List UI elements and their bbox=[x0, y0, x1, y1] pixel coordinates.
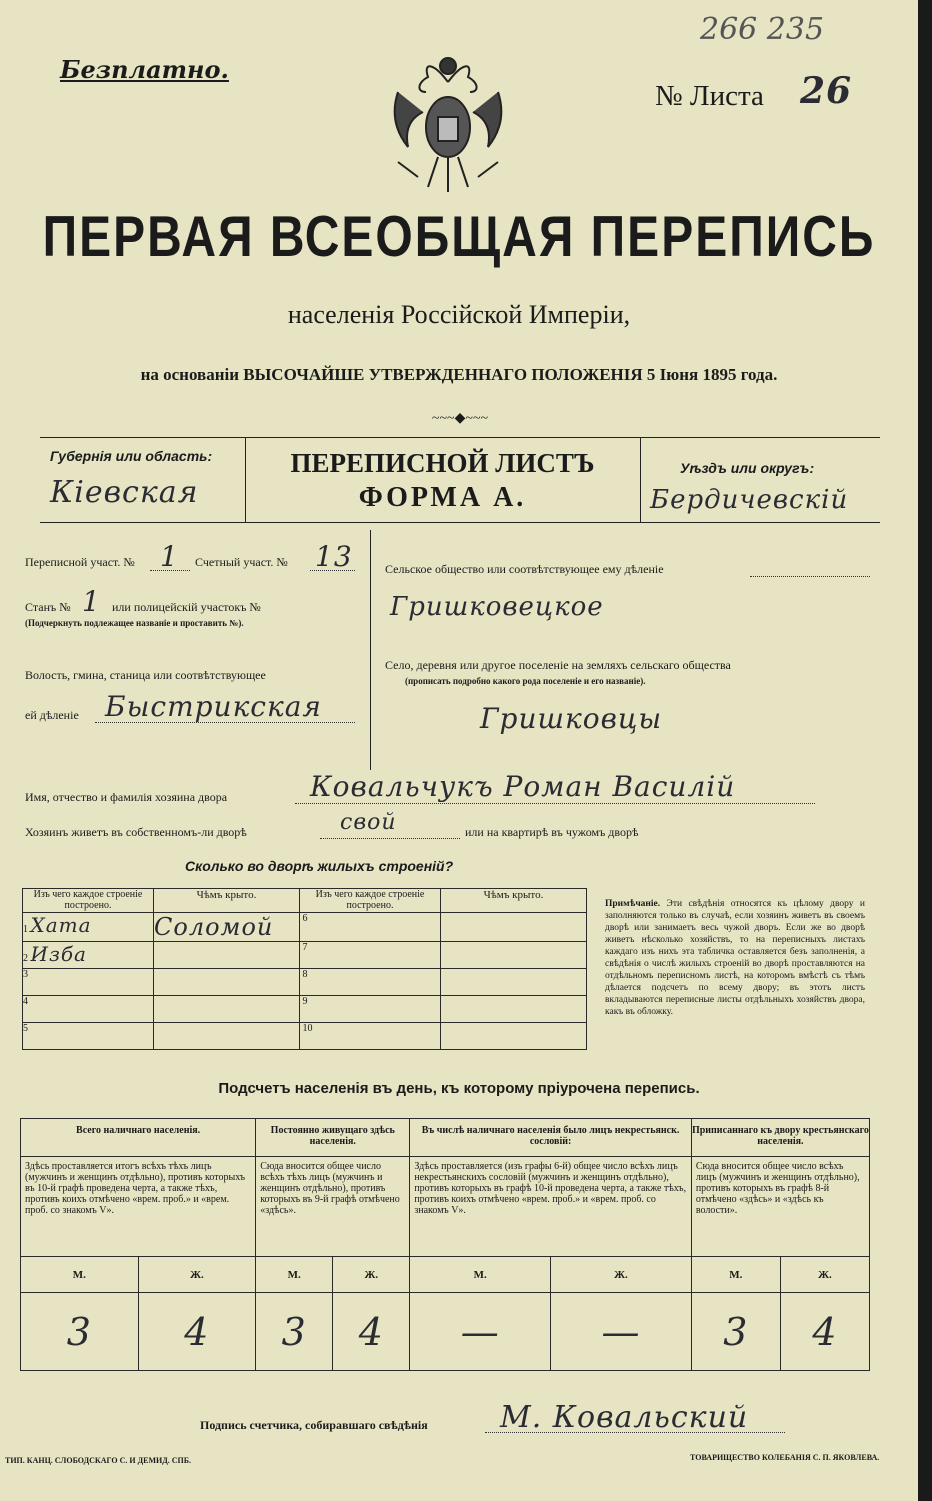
tally-m-label-2: М. bbox=[256, 1257, 333, 1293]
owner-name-value: Ковальчукъ Роман Василій bbox=[310, 770, 736, 803]
owner-name-label: Имя, отчество и фамилія хозяина двора bbox=[25, 790, 228, 804]
tally-head-3: Въ числѣ наличнаго населенія было лицъ некрестьянск. сословій: bbox=[410, 1119, 692, 1157]
bld-roof-cell bbox=[441, 996, 587, 1023]
bld-no: 10 bbox=[302, 1023, 313, 1034]
bld-no: 5 bbox=[23, 1023, 28, 1034]
bld-no: 3 bbox=[23, 969, 28, 980]
owner-name-line bbox=[295, 803, 815, 804]
bld-roof-cell bbox=[441, 942, 587, 969]
bld-no: 1 bbox=[23, 924, 28, 935]
village-hint: (прописать подробно какого рода поселеніе и его названіе). bbox=[405, 676, 646, 686]
bld-row-4 bbox=[23, 996, 154, 1023]
bld-roof-cell bbox=[441, 913, 587, 942]
volost-label-2: ей дѣленіе bbox=[25, 708, 79, 722]
society-value: Гришковецкое bbox=[390, 592, 604, 622]
census-area-label: Переписной участ. № bbox=[25, 555, 135, 569]
living-label: Хозяинъ живетъ въ собственномъ-ли дворѣ bbox=[25, 825, 247, 839]
footer-left: ТИП. КАНЦ. СЛОБОДСКАГО С. И ДЕМИД. СПБ. bbox=[5, 1456, 192, 1465]
tally-head-4: Приписаннаго къ двору крестьянскаго населенія. bbox=[691, 1119, 869, 1157]
tally-m-label-3: М. bbox=[410, 1257, 551, 1293]
bld-row-7 bbox=[300, 942, 441, 969]
count-area-value: 13 bbox=[315, 540, 353, 573]
tally-f-label-1: Ж. bbox=[138, 1257, 256, 1293]
form-title-line1: ПЕРЕПИСНОЙ ЛИСТЪ bbox=[290, 448, 595, 478]
box-right-div bbox=[640, 437, 641, 522]
col-material-right: Изъ чего каждое строеніе построено. bbox=[300, 889, 441, 913]
volost-line bbox=[95, 722, 355, 723]
tally-f-4: 4 bbox=[780, 1293, 869, 1371]
tally-f-1: 4 bbox=[138, 1293, 256, 1371]
ornament-divider: ~~~◆~~~ bbox=[431, 411, 489, 426]
bld-roof-cell bbox=[154, 969, 300, 996]
bld-no: 9 bbox=[302, 996, 308, 1007]
sheet-number-value: 26 bbox=[800, 70, 853, 112]
bld-material: Хата bbox=[30, 913, 92, 937]
bld-row-5 bbox=[23, 1023, 154, 1050]
village-label: Село, деревня или другое поселеніе на земляхъ сельскаго общества bbox=[385, 658, 731, 672]
buildings-note bbox=[605, 898, 865, 1018]
volost-value: Быстрикская bbox=[105, 690, 322, 723]
bld-no: 7 bbox=[302, 942, 308, 953]
tally-title: Подсчетъ населенія въ день, къ которому пріурочена перепись. bbox=[218, 1080, 700, 1097]
main-title: ПЕРВАЯ ВСЕОБЩАЯ ПЕРЕПИСЬ bbox=[42, 205, 876, 270]
form-title-line2: ФОРМА А. bbox=[358, 482, 527, 513]
tally-f-2: 4 bbox=[333, 1293, 410, 1371]
free-label: Безплатно. bbox=[60, 55, 229, 84]
census-area-line bbox=[150, 570, 190, 571]
bld-roof-cell bbox=[154, 996, 300, 1023]
gubernia-label: Губернія или область: bbox=[50, 448, 213, 464]
col-material-left: Изъ чего каждое строеніе построено. bbox=[23, 889, 154, 913]
tally-head-1: Всего наличнаго населенія. bbox=[21, 1119, 256, 1157]
col-roof-left: Чѣмъ крыто. bbox=[154, 889, 300, 913]
middle-divider bbox=[370, 530, 371, 770]
volost-label: Волость, гмина, станица или соотвѣтствующее bbox=[25, 668, 266, 682]
tally-f-label-2: Ж. bbox=[333, 1257, 410, 1293]
bld-roof-cell bbox=[441, 969, 587, 996]
tally-m-4: 3 bbox=[691, 1293, 780, 1371]
bld-roof-cell bbox=[154, 913, 300, 942]
living-value: свой bbox=[340, 810, 397, 835]
col-roof-right: Чѣмъ крыто. bbox=[441, 889, 587, 913]
note-text: Эти свѣдѣнія относятся къ цѣлому двору и заполняются только въ случаѣ, если хозяинъ живетъ въ своемъ дворѣ или занимаетъ весь чужой дворъ. Если же во дворѣ живетъ нѣсколько хозяйствъ, то на переписныхъ листахъ каждаго изъ нихъ эта табличка оставляется безъ заполненія, а свѣдѣнія о числѣ жилыхъ строеній во дворѣ проставляются на отдѣльномъ переписномъ листѣ, на которомъ вмѣстѣ съ тѣмъ дѣлается подсчетъ по всему двору; въ этотъ листъ вкладываются переписные листы отдѣльныхъ хозяйствъ двора, какъ въ обложку. bbox=[605, 899, 866, 1017]
bld-row-8 bbox=[300, 969, 441, 996]
census-area-value: 1 bbox=[160, 540, 179, 573]
village-value: Гришковцы bbox=[480, 702, 663, 735]
stan-hint: (Подчеркнуть подлежащее названіе и проставить №). bbox=[25, 618, 244, 628]
tally-desc-1: Здѣсь проставляется итогъ всѣхъ тѣхъ лицъ (мужчинъ и женщинъ отдѣльно), противъ которыхъ въ 10-й графѣ проведена черта, а также тѣхъ, противъ коихъ отмѣчено «врем. проб.» и «врем. проб. со знакомъ V». bbox=[21, 1157, 256, 1257]
bld-material: Изба bbox=[30, 942, 87, 966]
bld-row-3 bbox=[23, 969, 154, 996]
bld-row-6 bbox=[300, 913, 441, 942]
tally-m-1: 3 bbox=[21, 1293, 139, 1371]
bld-no: 4 bbox=[23, 996, 28, 1007]
footer-right: ТОВАРИЩЕСТВО КОЛЕБАНІЯ С. П. ЯКОВЛЕВА. bbox=[690, 1453, 880, 1462]
imperial-eagle-emblem bbox=[378, 52, 518, 202]
subtitle: населенія Россійской Имперіи, bbox=[287, 300, 631, 329]
tally-desc-3: Здѣсь проставляется (изъ графы 6-й) общее число всѣхъ лицъ некрестьянскихъ сословій (мужчинъ и женщинъ отдѣльно), противъ которыхъ въ графѣ 10-й проведена черта, а также тѣхъ, противъ коихъ отмѣчено «врем. проб.» и «врем. проб. со знакомъ V». bbox=[410, 1157, 692, 1257]
society-label: Сельское общество или соотвѣтствующее ему дѣленіе bbox=[385, 562, 664, 576]
note-title: Примѣчаніе. bbox=[605, 899, 661, 909]
uezd-value: Бердичевскій bbox=[650, 485, 849, 515]
tally-f-label-4: Ж. bbox=[780, 1257, 869, 1293]
tally-m-2: 3 bbox=[256, 1293, 333, 1371]
tally-head-2: Постоянно живущаго здѣсь населенія. bbox=[256, 1119, 410, 1157]
basis-line: на основаніи ВЫСОЧАЙШЕ УТВЕРЖДЕННАГО ПОЛОЖЕНІЯ 5 Іюня 1895 года. bbox=[140, 365, 778, 384]
stan-label: Станъ № bbox=[25, 600, 71, 614]
bld-no: 8 bbox=[302, 969, 308, 980]
tally-f-3: — bbox=[551, 1293, 692, 1371]
tally-desc-4: Сюда вносится общее число всѣхъ лицъ (мужчинъ и женщинъ отдѣльно), противъ которыхъ въ графѣ 8-й отмѣчено «здѣсь» и «здѣсь къ волости». bbox=[691, 1157, 869, 1257]
buildings-table bbox=[22, 888, 587, 1050]
tally-f-label-3: Ж. bbox=[551, 1257, 692, 1293]
bld-roof: Соломой bbox=[154, 913, 274, 941]
box-form-rule bbox=[40, 522, 880, 523]
signature-line bbox=[485, 1432, 785, 1433]
stan-or-police: или полицейскій участокъ № bbox=[112, 600, 261, 614]
bld-no: 6 bbox=[302, 913, 308, 924]
bld-row-10 bbox=[300, 1023, 441, 1050]
count-area-label: Счетный участ. № bbox=[195, 555, 288, 569]
bld-row-9 bbox=[300, 996, 441, 1023]
tally-m-3: — bbox=[410, 1293, 551, 1371]
tally-table bbox=[20, 1118, 870, 1371]
bld-row-2 bbox=[23, 942, 154, 969]
gubernia-value: Кіевская bbox=[50, 475, 199, 510]
living-or: или на квартирѣ въ чужомъ дворѣ bbox=[465, 825, 639, 839]
tally-m-label-4: М. bbox=[691, 1257, 780, 1293]
tally-desc-2: Сюда вносится общее число всѣхъ тѣхъ лицъ (мужчинъ и женщинъ отдѣльно), противъ которыхъ въ 9-й графѣ отмѣчено «здѣсь». bbox=[256, 1157, 410, 1257]
living-line bbox=[320, 838, 460, 839]
tally-m-label-1: М. bbox=[21, 1257, 139, 1293]
bld-no: 2 bbox=[23, 953, 28, 964]
sheet-number-label: № Листа bbox=[655, 80, 764, 112]
bld-row-1 bbox=[23, 913, 154, 942]
signature-label: Подпись счетчика, собиравшаго свѣдѣнія bbox=[200, 1418, 428, 1432]
bld-roof-cell bbox=[441, 1023, 587, 1050]
signature-value: М. Ковальский bbox=[500, 1400, 749, 1435]
stan-value: 1 bbox=[82, 585, 101, 618]
bld-roof-cell bbox=[154, 942, 300, 969]
archive-number: 266 235 bbox=[700, 12, 825, 47]
count-area-line bbox=[310, 570, 355, 571]
box-top-rule bbox=[40, 437, 880, 438]
society-line-1 bbox=[750, 576, 870, 577]
buildings-question: Сколько во дворѣ жилыхъ строеній? bbox=[185, 858, 454, 874]
uezd-label: Уѣздъ или округъ: bbox=[680, 460, 815, 476]
bld-roof-cell bbox=[154, 1023, 300, 1050]
